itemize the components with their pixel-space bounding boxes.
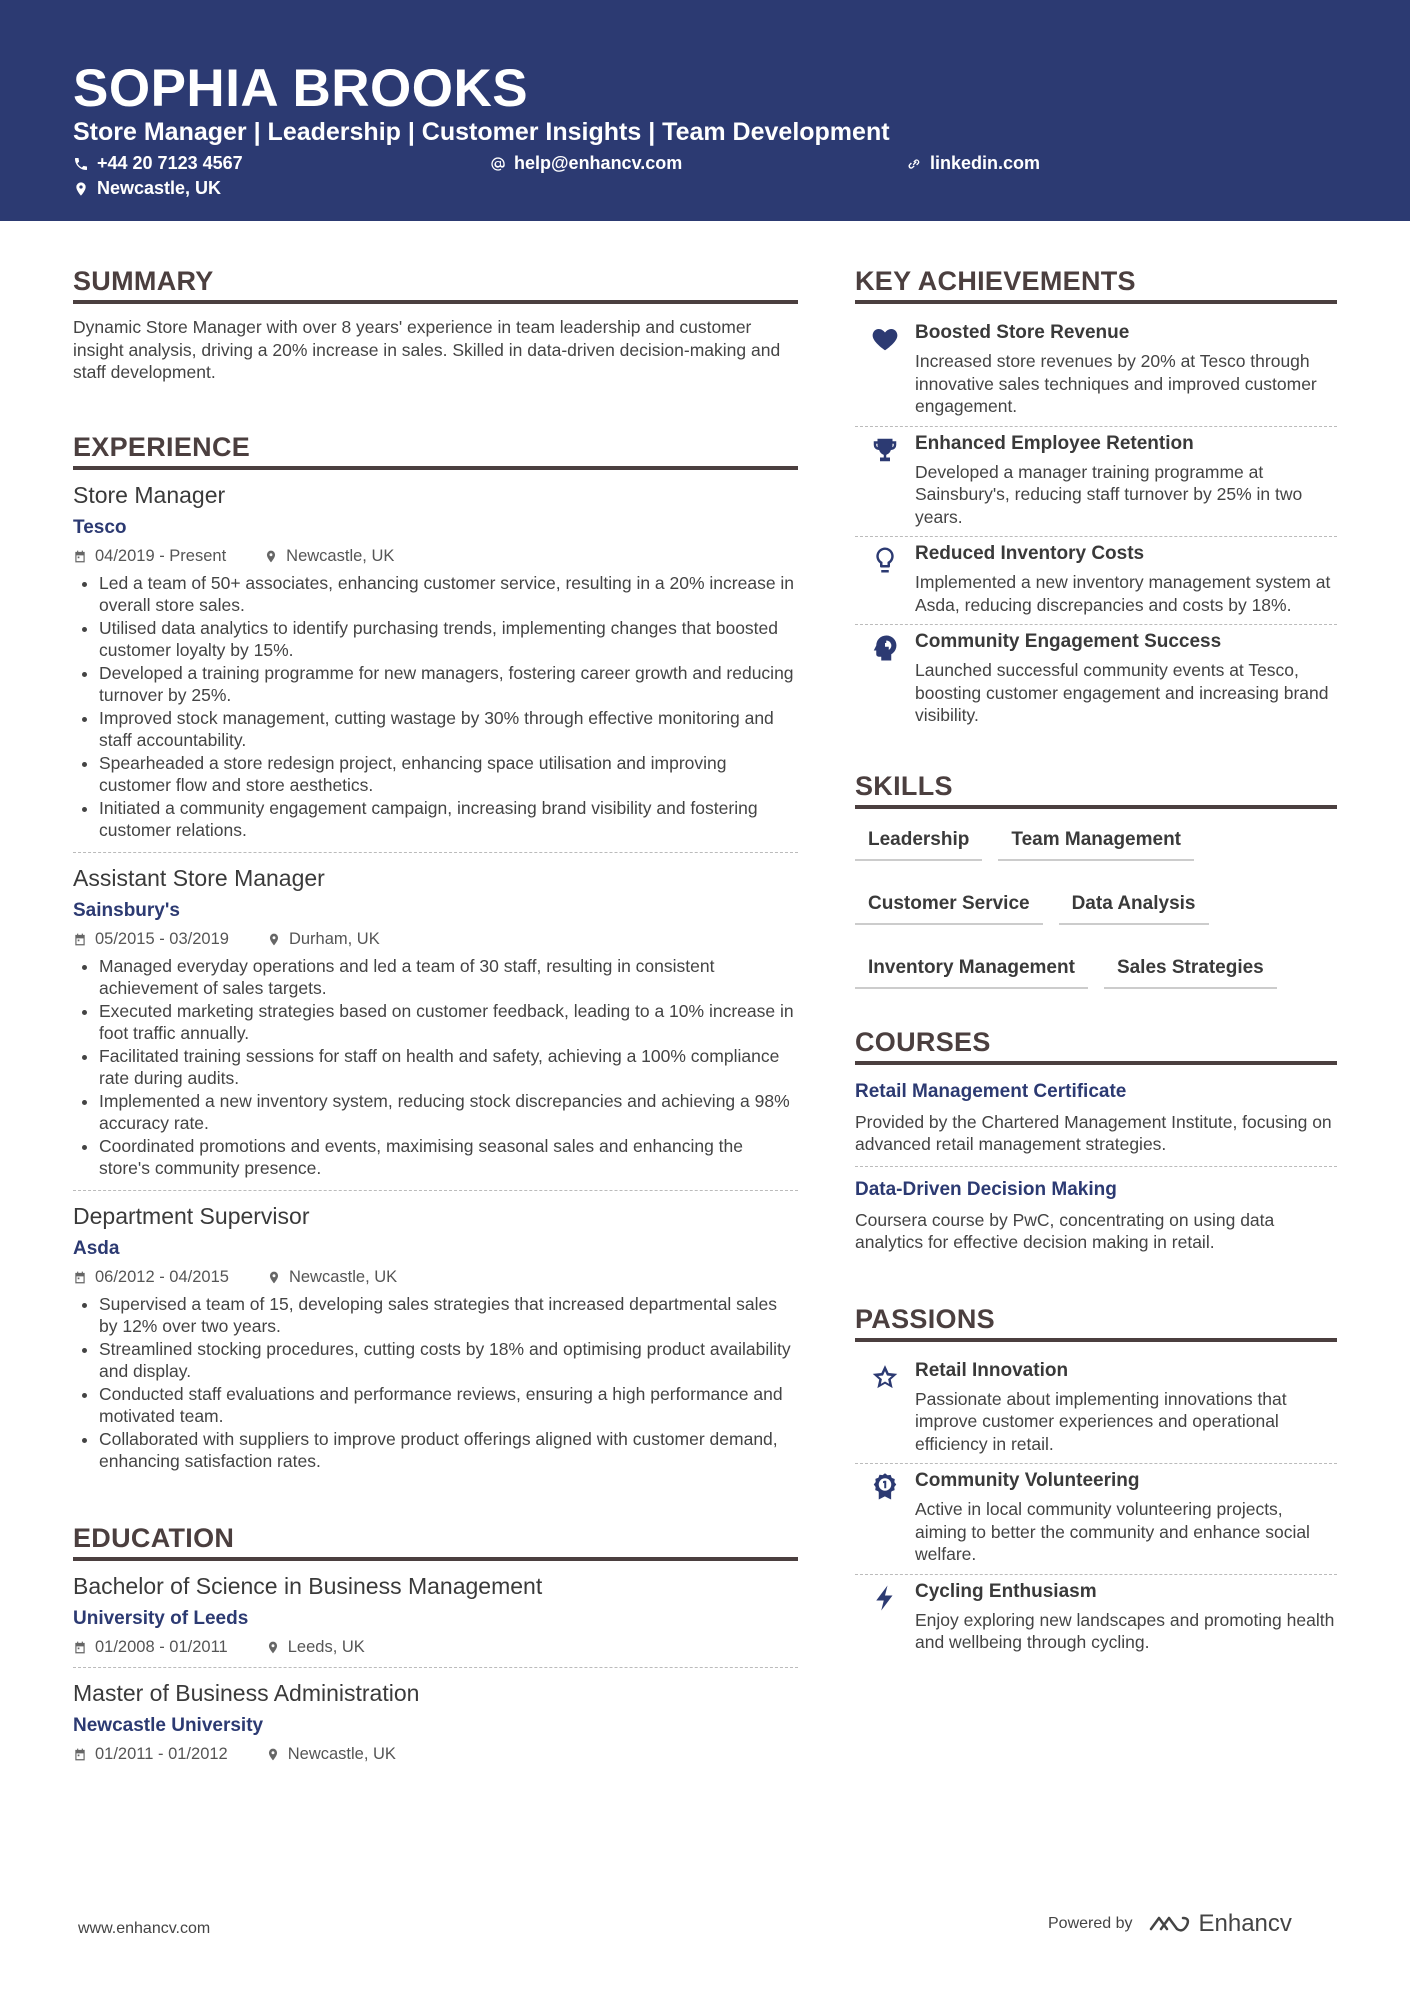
passions-title: PASSIONS <box>855 1304 1337 1342</box>
bullet-item: • Utilised data analytics to identify purchasing trends, implementing changes that boosted customer loyalty by 15%. <box>99 617 798 662</box>
achievements-section <box>855 266 1337 735</box>
bullet-item: • Managed everyday operations and led a team of 30 staff, resulting in consistent achievement of sales targets. <box>99 955 798 1000</box>
bolt-icon <box>870 1583 900 1613</box>
achievement-desc: Increased store revenues by 20% at Tesco through innovative sales techniques and improved customer engagement. <box>915 351 1317 416</box>
summary-section <box>73 266 798 384</box>
contact-phone <box>73 153 243 174</box>
calendar-icon <box>73 932 87 947</box>
skills-list <box>855 821 1337 989</box>
job-bullets <box>73 955 798 1180</box>
bullet-item: • Streamlined stocking procedures, cutting costs by 18% and optimising product availability and display. <box>99 1338 798 1383</box>
head-icon <box>870 633 900 663</box>
course-desc: Coursera course by PwC, concentrating on using data analytics for effective decision making in retail. <box>855 1209 1275 1252</box>
skill-tag: Data Analysis <box>1059 885 1209 925</box>
bullet-item: • Supervised a team of 15, developing sales strategies that increased departmental sales by 12% over two years. <box>99 1293 798 1338</box>
school-name: University of Leeds <box>73 1607 249 1629</box>
passion-item <box>855 1464 1337 1575</box>
star-icon <box>870 1362 900 1392</box>
header-banner <box>0 0 1410 221</box>
achievement-desc: Developed a manager training programme at Sainsbury's, reducing staff turnover by 25% in two years. <box>915 461 1303 527</box>
achievements-title: KEY ACHIEVEMENTS <box>855 266 1337 304</box>
phone-text: +44 20 7123 4567 <box>97 153 243 173</box>
email-link[interactable]: help@enhancv.com <box>514 153 683 173</box>
job-title: Assistant Store Manager <box>73 864 325 891</box>
heart-icon <box>870 324 900 354</box>
bullet-item: • Collaborated with suppliers to improve product offerings aligned with customer demand, enhancing satisfaction rates. <box>99 1428 798 1473</box>
achievement-item <box>855 537 1337 625</box>
school-name: Newcastle University <box>73 1714 264 1736</box>
location-pin-icon <box>266 1640 280 1655</box>
skill-tag: Sales Strategies <box>1104 949 1277 989</box>
achievement-item <box>855 625 1337 735</box>
job-meta <box>73 930 798 949</box>
achievement-item <box>855 427 1337 538</box>
location-pin-icon <box>264 549 278 564</box>
passion-title: Community Volunteering <box>915 1470 1140 1491</box>
education-location: Leeds, UK <box>287 1637 365 1656</box>
bullet-item: • Executed marketing strategies based on customer feedback, leading to a 10% increase in foot traffic annually. <box>99 1000 798 1045</box>
calendar-icon <box>73 1747 87 1762</box>
degree-title: Master of Business Administration <box>73 1679 420 1706</box>
passion-item <box>855 1354 1337 1465</box>
summary-text: Dynamic Store Manager with over 8 years' experience in team leadership and customer insight analysis, driving a 20% increase in sales. Skilled in data-driven decision-making and staff development. <box>73 317 781 382</box>
bullet-item: • Initiated a community engagement campaign, increasing brand visibility and fostering customer relations. <box>99 797 798 842</box>
linkedin-link[interactable]: linkedin.com <box>930 153 1041 173</box>
skills-title: SKILLS <box>855 771 1337 809</box>
location-pin-icon <box>267 1270 281 1285</box>
achievement-desc: Implemented a new inventory management system at Asda, reducing discrepancies and costs by 18%. <box>915 572 1331 615</box>
phone-icon <box>73 156 89 172</box>
company-name: Sainsbury's <box>73 899 180 921</box>
achievement-title: Enhanced Employee Retention <box>915 432 1194 454</box>
bullet-item: • Developed a training programme for new managers, fostering career growth and reducing turnover by 25%. <box>99 662 798 707</box>
job-bullets <box>73 1293 798 1473</box>
contact-location <box>73 178 221 199</box>
candidate-name: SOPHIA BROOKS <box>73 59 529 118</box>
course-desc: Provided by the Chartered Management Institute, focusing on advanced retail management strategies. <box>855 1111 1332 1154</box>
at-icon <box>490 156 506 172</box>
bullet-item: • Led a team of 50+ associates, enhancing customer service, resulting in a 20% increase in overall store sales. <box>99 572 798 617</box>
education-section <box>73 1523 798 1774</box>
degree-title: Bachelor of Science in Business Management <box>73 1572 543 1599</box>
achievement-title: Reduced Inventory Costs <box>915 543 1145 564</box>
experience-section <box>73 432 798 1483</box>
course-title: Data-Driven Decision Making <box>855 1178 1117 1200</box>
passion-title: Cycling Enthusiasm <box>915 1580 1097 1602</box>
job-location: Newcastle, UK <box>288 1267 398 1286</box>
footer-website[interactable]: www.enhancv.com <box>78 1920 211 1937</box>
location-pin-icon <box>266 1747 280 1762</box>
skill-tag: Customer Service <box>855 885 1043 925</box>
job-title: Store Manager <box>73 481 226 508</box>
skill-tag: Team Management <box>998 821 1194 861</box>
experience-title: EXPERIENCE <box>73 432 798 470</box>
job-meta <box>73 547 798 566</box>
job-meta <box>73 1268 798 1287</box>
lightbulb-icon <box>870 545 900 575</box>
job-entry <box>73 1203 798 1483</box>
enhancv-logo[interactable] <box>1147 1910 1292 1938</box>
education-entry <box>73 1573 798 1668</box>
location-pin-icon <box>73 181 89 197</box>
course-title: Retail Management Certificate <box>855 1080 1127 1102</box>
job-dates: 05/2015 - 03/2019 <box>95 929 229 948</box>
bullet-item: • Improved stock management, cutting wastage by 30% through effective monitoring and staff accountability. <box>99 707 798 752</box>
trophy-icon <box>870 435 900 465</box>
education-dates: 01/2008 - 01/2011 <box>95 1637 228 1656</box>
contact-email[interactable] <box>490 153 682 174</box>
bullet-item: • Facilitated training sessions for staff on health and safety, achieving a 100% compliance rate during audits. <box>99 1045 798 1090</box>
achievement-desc: Launched successful community events at Tesco, boosting customer engagement and increasing brand visibility. <box>915 660 1329 725</box>
education-dates: 01/2011 - 01/2012 <box>95 1744 228 1763</box>
bullet-item: • Coordinated promotions and events, maximising seasonal sales and enhancing the store's community presence. <box>99 1135 798 1180</box>
location-pin-icon <box>267 932 281 947</box>
course-item <box>855 1077 1337 1167</box>
bullet-item: • Conducted staff evaluations and performance reviews, ensuring a high performance and motivated team. <box>99 1383 798 1428</box>
award-icon <box>870 1472 900 1502</box>
courses-title: COURSES <box>855 1027 1337 1065</box>
achievement-item <box>855 316 1337 427</box>
bullet-item: • Implemented a new inventory system, reducing stock discrepancies and achieving a 98% accuracy rate. <box>99 1090 798 1135</box>
left-column <box>73 266 798 1786</box>
education-location: Newcastle, UK <box>287 1744 396 1763</box>
education-entry <box>73 1680 798 1774</box>
powered-by-text: Powered by <box>1048 1915 1133 1932</box>
summary-title: SUMMARY <box>73 266 798 304</box>
passions-section <box>855 1304 1337 1662</box>
company-name: Asda <box>73 1237 120 1259</box>
courses-section <box>855 1027 1337 1264</box>
right-column <box>855 266 1337 1662</box>
footer-branding <box>1048 1910 1292 1938</box>
passion-desc: Active in local community volunteering projects, aiming to better the community and enhance social welfare. <box>915 1499 1310 1564</box>
job-title: Department Supervisor <box>73 1202 310 1229</box>
job-dates: 06/2012 - 04/2015 <box>95 1267 229 1286</box>
skill-tag: Inventory Management <box>855 949 1088 989</box>
passion-desc: Passionate about implementing innovations that improve customer experiences and operational efficiency in retail. <box>915 1388 1287 1454</box>
passion-item <box>855 1575 1337 1662</box>
link-icon <box>906 156 922 172</box>
achievement-title: Community Engagement Success <box>915 631 1222 652</box>
job-bullets <box>73 572 798 842</box>
education-meta <box>73 1638 798 1657</box>
enhancv-logo-icon <box>1147 1913 1193 1935</box>
calendar-icon <box>73 1270 87 1285</box>
passion-title: Retail Innovation <box>915 1359 1069 1381</box>
brand-name: Enhancv <box>1198 1910 1292 1937</box>
skill-tag: Leadership <box>855 821 982 861</box>
calendar-icon <box>73 549 87 564</box>
job-entry <box>73 482 798 853</box>
passion-desc: Enjoy exploring new landscapes and promoting health and wellbeing through cycling. <box>915 1609 1335 1652</box>
job-location: Durham, UK <box>288 929 380 948</box>
education-title: EDUCATION <box>73 1523 798 1561</box>
headline: Store Manager | Leadership | Customer Insights | Team Development <box>73 118 890 146</box>
job-dates: 04/2019 - Present <box>95 546 227 565</box>
calendar-icon <box>73 1640 87 1655</box>
job-location: Newcastle, UK <box>286 546 395 565</box>
achievement-title: Boosted Store Revenue <box>915 322 1130 343</box>
skills-section <box>855 771 1337 989</box>
education-meta <box>73 1745 798 1764</box>
location-text: Newcastle, UK <box>97 178 222 198</box>
job-entry <box>73 865 798 1191</box>
contact-linkedin[interactable] <box>906 153 1040 174</box>
course-item <box>855 1175 1337 1264</box>
bullet-item: • Spearheaded a store redesign project, enhancing space utilisation and improving customer flow and store aesthetics. <box>99 752 798 797</box>
company-name: Tesco <box>73 516 127 538</box>
